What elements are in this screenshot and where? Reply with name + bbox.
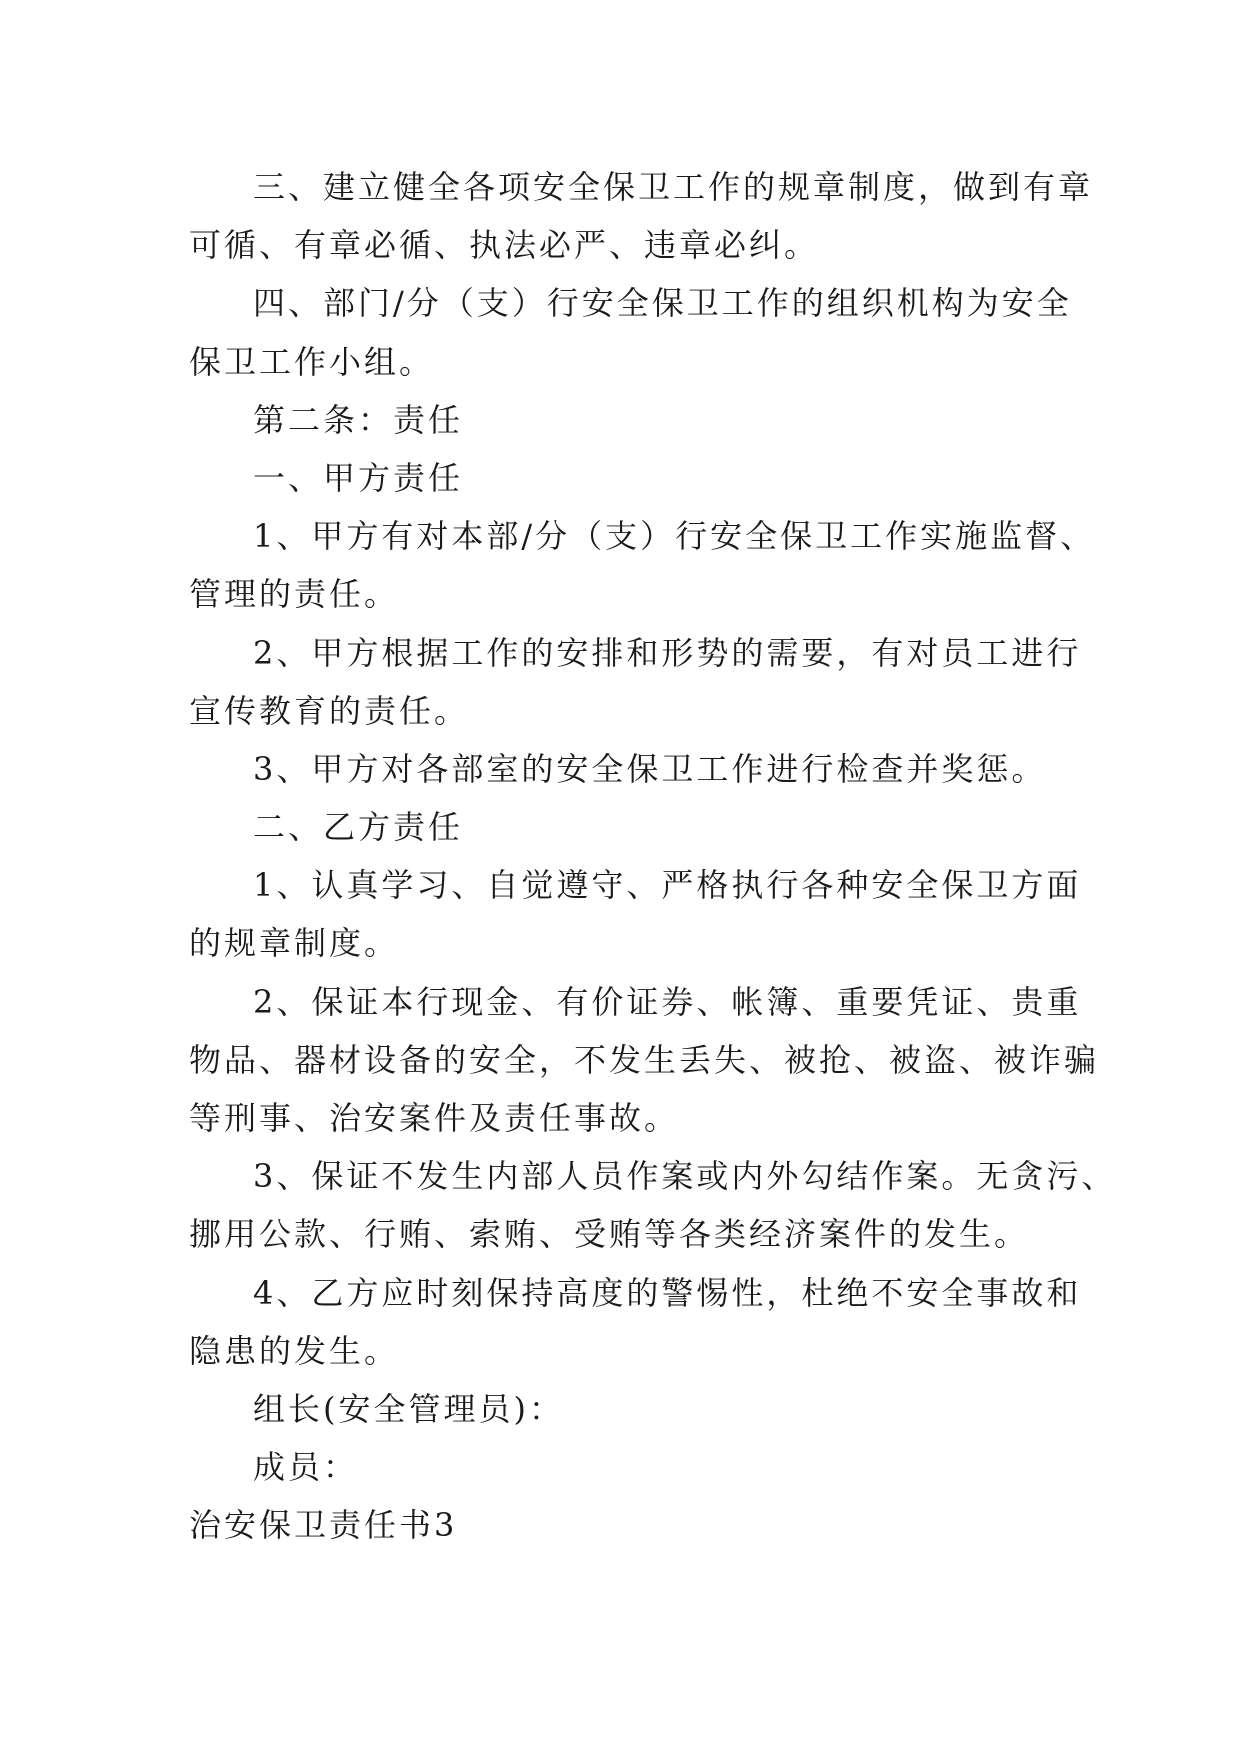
signature-members-label: 成员： [253,1448,359,1487]
paragraph-line: 宣传教育的责任。 [189,691,470,730]
paragraph-line: 3、保证不发生内部人员作案或内外勾结作案。无贪污、 [253,1157,1117,1196]
signature-leader-label: 组长(安全管理员)： [253,1389,564,1428]
paragraph-line: 隐患的发生。 [189,1331,400,1370]
paragraph-line: 四、部门/分（支）行安全保卫工作的组织机构为安全 [253,284,1072,323]
paragraph-line: 1、甲方有对本部/分（支）行安全保卫工作实施监督、 [253,517,1096,556]
document-title: 治安保卫责任书3 [189,1506,458,1545]
paragraph-line: 的规章制度。 [189,924,400,963]
paragraph-line: 物品、器材设备的安全，不发生丢失、被抢、被盗、被诈骗 [189,1040,1100,1079]
paragraph-line: 等刑事、治安案件及责任事故。 [189,1099,680,1137]
section-heading: 第二条：责任 [253,400,464,439]
subsection-heading: 二、乙方责任 [253,808,464,847]
paragraph-line: 4、乙方应时刻保持高度的警惕性，杜绝不安全事故和 [253,1273,1082,1312]
paragraph-line: 3、甲方对各部室的安全保卫工作进行检查并奖惩。 [253,749,1047,788]
paragraph-line: 可循、有章必循、执法必严、违章必纠。 [189,226,820,265]
paragraph-line: 2、保证本行现金、有价证券、帐簿、重要凭证、贵重 [253,982,1082,1021]
paragraph-line: 管理的责任。 [189,575,400,614]
paragraph-line: 保卫工作小组。 [189,342,435,381]
paragraph-line: 挪用公款、行贿、索贿、受贿等各类经济案件的发生。 [189,1215,1030,1254]
paragraph-line: 2、甲方根据工作的安排和形势的需要，有对员工进行 [253,633,1082,672]
subsection-heading: 一、甲方责任 [253,458,464,497]
paragraph-line: 三、建立健全各项安全保卫工作的规章制度，做到有章 [253,168,1094,206]
paragraph-line: 1、认真学习、自觉遵守、严格执行各种安全保卫方面 [253,866,1082,905]
document-body [189,158,1117,1555]
